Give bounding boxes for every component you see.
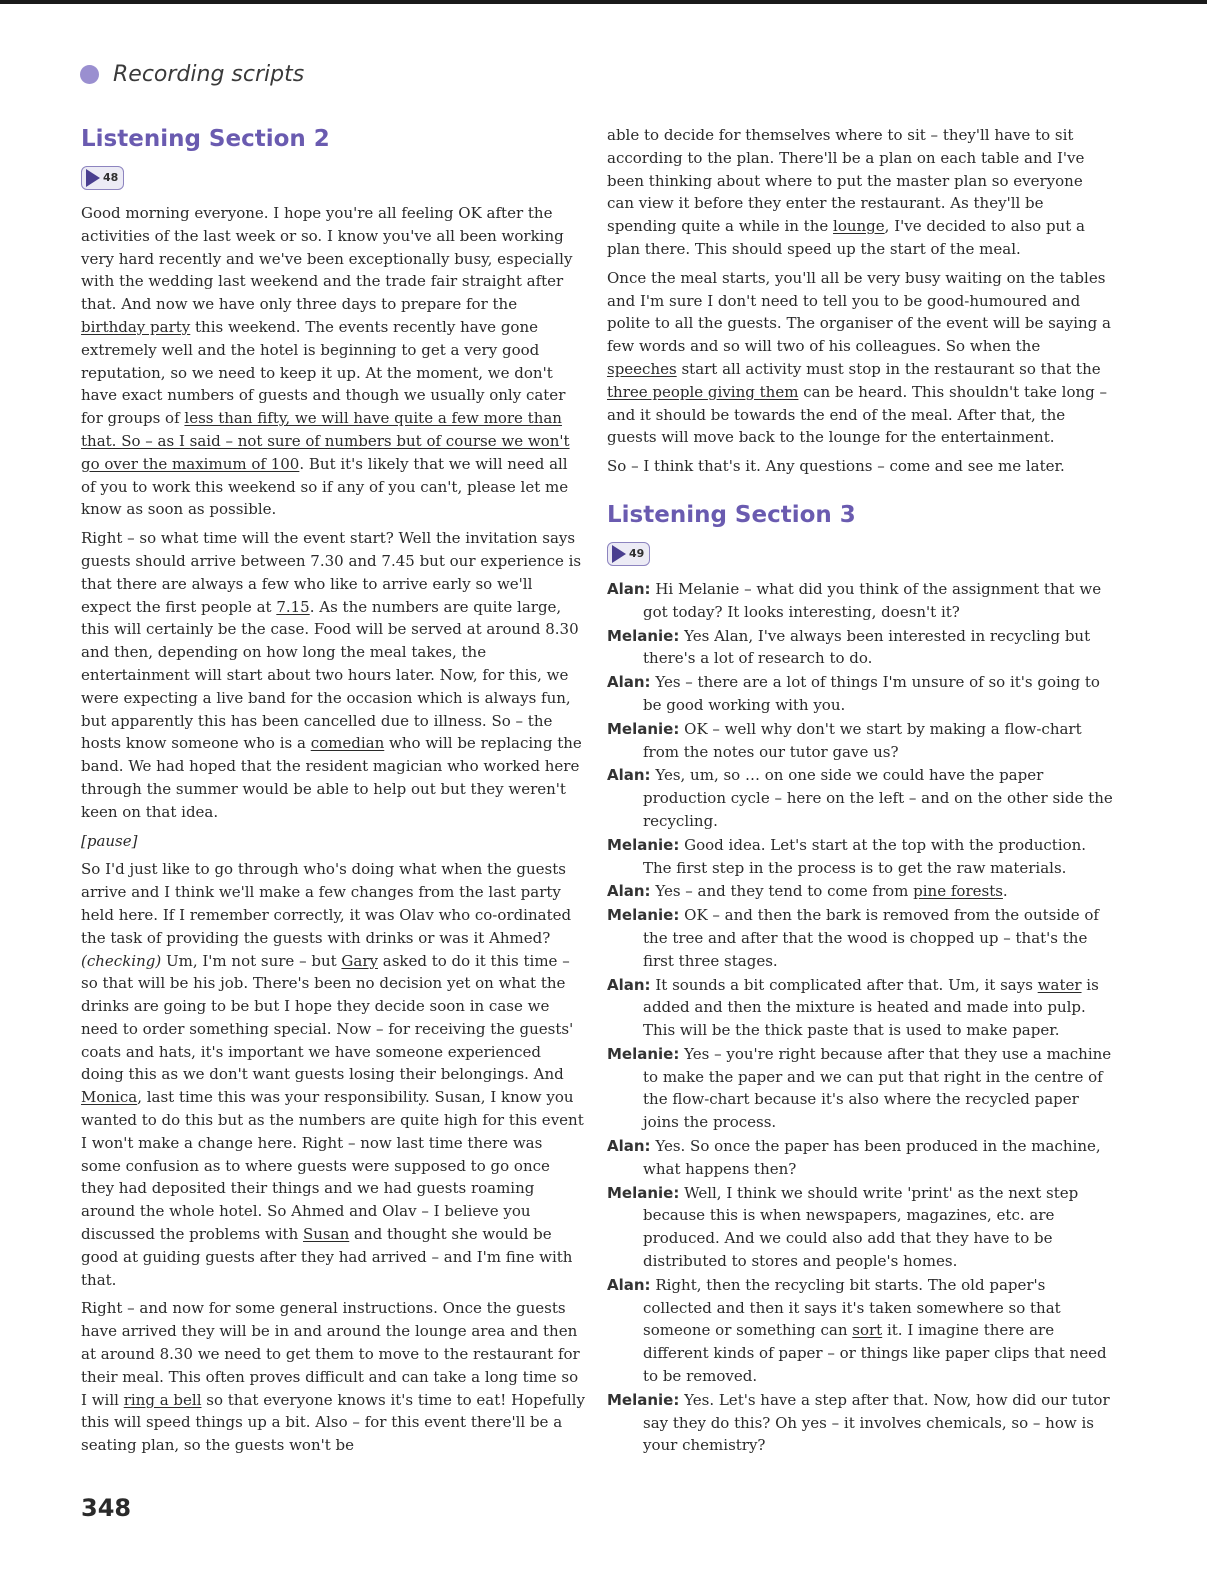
track-number: 49 [629, 546, 645, 560]
section-2-title: Listening Section 2 [81, 126, 330, 152]
paragraph: Good morning everyone. I hope you're all feeling OK after the activities of the last week or so. I know you've all been working very hard recently and we've been exceptionally busy, especially with the wedding last weekend and the trade fair straight after that. And now we have only three days to prepare for the birthday party this weekend. The events recently have gone extremely well and the hotel is beginning to get a very good reputation, so we need to keep it up. At the moment, we don't have exact numbers of guests and though we usually only cater for groups of less than fifty, we will have quite a few more than that. So – as I said – not sure of numbers but of course we won't go over the maximum of 100. But it's likely that we will need all of you to work this weekend so if any of you can't, please let me know as soon as possible. [81, 204, 573, 519]
section-3-title: Listening Section 3 [607, 501, 856, 528]
dialogue-line: Melanie: Yes Alan, I've always been interested in recycling but there's a lot of research to do. [607, 626, 1091, 668]
dialogue-line: Alan: Yes. So once the paper has been produced in the machine, what happens then? [607, 1137, 1101, 1178]
dialogue-line: Melanie: Yes. Let's have a step after that. Now, how did our tutor say they do this? Oh yes – it involves chemicals, so – how is your chemistry? [607, 1390, 1110, 1455]
dialogue-line: Alan: It sounds a bit complicated after that. Um, it says water is added and then the mixture is heated and made into pulp. This will be the thick paste that is used to make paper. [607, 975, 1099, 1040]
pause-note: [pause] [81, 831, 138, 850]
paragraph: able to decide for themselves where to sit – they'll have to sit according to the plan. There'll be a plan on each table and I've been thinking about where to put the master plan so everyone can view it before they enter the restaurant. As they'll be spending quite a while in the lounge, I've decided to also put a plan there. This should speed up the start of the meal. [607, 126, 1085, 258]
dialogue-line: Alan: Yes, um, so … on one side we could have the paper production cycle – here on the left – and on the other side the recycling. [607, 766, 1113, 830]
dialogue-line: Alan: Hi Melanie – what did you think of the assignment that we got today? It looks interesting, doesn't it? [607, 579, 1102, 621]
dialogue-line: Melanie: OK – and then the bark is removed from the outside of the tree and after that the wood is chopped up – that's the first three stages. [607, 906, 1099, 970]
play-icon [612, 545, 626, 563]
paragraph: So – I think that's it. Any questions – come and see me later. [607, 457, 1065, 476]
paragraph: Right – and now for some general instructions. Once the guests have arrived they will be in and around the lounge area and then at around 8.30 we need to get them to move to the restaurant for their meal. This often proves difficult and can take a long time so I will ring a bell so that everyone knows it's time to eat! Hopefully this will speed things up a bit. Also – for this event there'll be a seating plan, so the guests won't be [81, 1299, 585, 1455]
dialogue-line: Alan: Yes – and they tend to come from pine forests. [607, 882, 1008, 901]
bullet-icon [80, 65, 99, 84]
top-border [0, 0, 1207, 4]
paragraph: Once the meal starts, you'll all be very busy waiting on the tables and I'm sure I don't need to tell you to be good-humoured and polite to all the guests. The organiser of the event will be saying a few words and so will two of his colleagues. So when the speeches start all activity must stop in the restaurant so that the three people giving them can be heard. This shouldn't take long – and it should be towards the end of the meal. After that, the guests will move back to the lounge for the entertainment. [607, 268, 1111, 447]
dialogue-line: Alan: Yes – there are a lot of things I'm unsure of so it's going to be good working with you. [607, 673, 1100, 714]
right-column [607, 124, 1114, 1458]
dialogue-line: Melanie: Well, I think we should write 'print' as the next step because this is when newspapers, magazines, etc. are produced. And we could also add that they have to be distributed to stores and people's homes. [607, 1183, 1079, 1271]
track-48-button[interactable] [81, 166, 124, 190]
paragraph: So I'd just like to go through who's doing what when the guests arrive and I think we'll make a few changes from the last party held here. If I remember correctly, it was Olav who co-ordinated the task of providing the guests with drinks or was it Ahmed? (checking) Um, I'm not sure – but Gary asked to do it this time – so that will be his job. There's been no decision yet on what the drinks are going to be but I hope they decide soon in case we need to order something special. Now – for receiving the guests' coats and hats, it's important we have someone experienced doing this as we don't want guests losing their belongings. And Monica, last time this was your responsibility. Susan, I know you wanted to do this but as the numbers are quite high for this event I won't make a change here. Right – now last time there was some confusion as to where guests were supposed to go once they had deposited their things and we had guests roaming around the whole hotel. So Ahmed and Olav – I believe you discussed the problems with Susan and thought she would be good at guiding guests after they had arrived – and I'm fine with that. [81, 860, 584, 1289]
dialogue-line: Melanie: OK – well why don't we start by making a flow-chart from the notes our tutor gave us? [607, 719, 1082, 761]
dialogue-line: Melanie: Yes – you're right because after that they use a machine to make the paper and we can put that right in the centre of the flow-chart because it's also where the recycled paper joins the process. [607, 1044, 1112, 1132]
dialogue-line: Alan: Right, then the recycling bit starts. The old paper's collected and then it says it's taken somewhere so that someone or something can sort it. I imagine there are different kinds of paper – or things like paper clips that need to be removed. [607, 1275, 1107, 1386]
track-49-button[interactable] [607, 542, 650, 566]
dialogue [607, 578, 1114, 1457]
track-number: 48 [103, 170, 119, 184]
paragraph: Right – so what time will the event start? Well the invitation says guests should arrive between 7.30 and 7.45 but our experience is that there are always a few who like to arrive early so we'll expect the first people at 7.15. As the numbers are quite large, this will certainly be the case. Food will be served at around 8.30 and then, depending on how long the meal takes, the entertainment will start about two hours later. Now, for this, we were expecting a live band for the occasion which is always fun, but apparently this has been cancelled due to illness. So – the hosts know someone who is a comedian who will be replacing the band. We had hoped that the resident magician who worked here through the summer would be able to help out but they weren't keen on that idea. [81, 529, 582, 821]
page-number: 348 [81, 1494, 132, 1522]
play-icon [86, 169, 100, 187]
dialogue-line: Melanie: Good idea. Let's start at the top with the production. The first step in the process is to get the raw materials. [607, 835, 1087, 877]
left-column [81, 124, 586, 1463]
running-title: Recording scripts [113, 62, 305, 87]
running-header [80, 62, 304, 87]
